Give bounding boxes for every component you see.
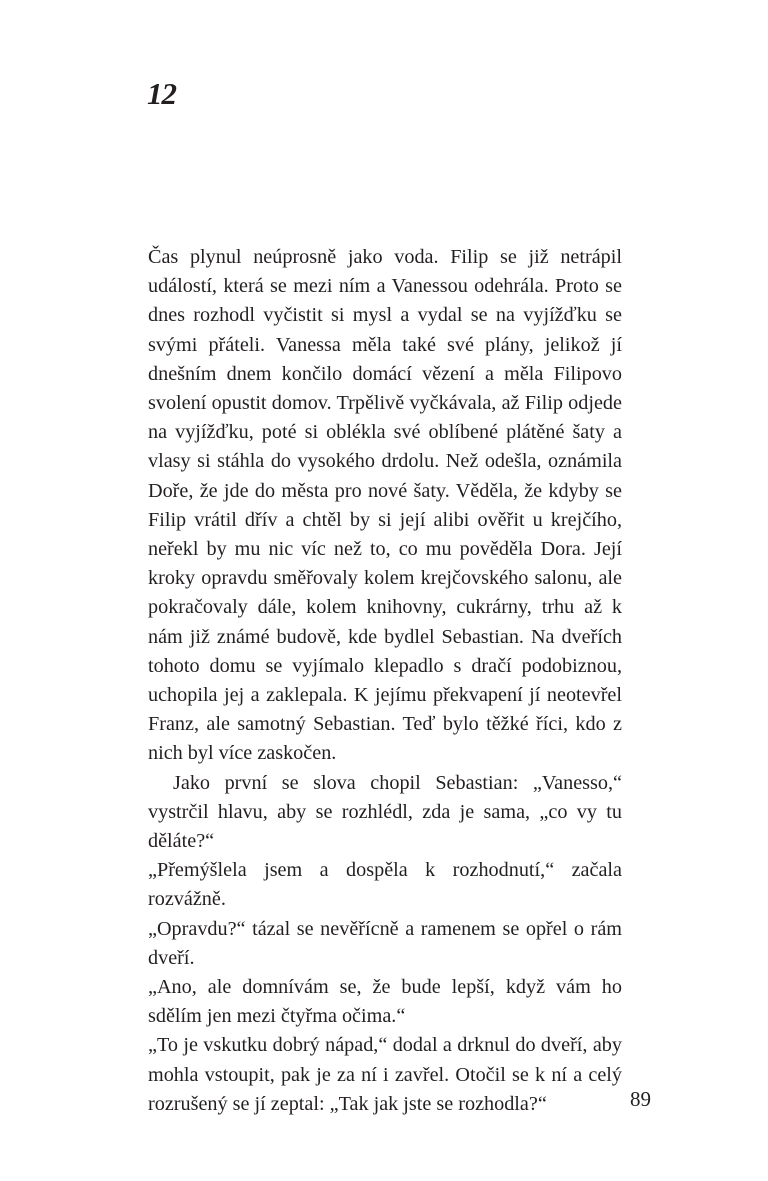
paragraph-3: „Přemýšlela jsem a dospěla k rozhodnutí,“ začala rozvážně. — [148, 859, 622, 911]
paragraph-2: Jako první se slova chopil Sebastian: „Vanesso,“ vystrčil hlavu, aby se rozhlédl, zda je sama, „co vy tu děláte?“ — [148, 771, 622, 853]
paragraph-1: Čas plynul neúprosně jako voda. Filip se již netrápil událostí, která se mezi ním a Vanessou odehrála. Proto se dnes rozhodl vyčistit si mysl a vydal se na vyjížďku se svými přáteli. Vanessa měla také své plány, jelikož jí dnešním dnem končilo domácí vězení a měla Filipovo svolení opustit domov. Trpělivě vyčkávala, až Filip odjede na vyjížďku, poté si oblékla své oblíbené plátěné šaty a vlasy si stáhla do vysokého drdolu. Než odešla, oznámila Doře, že jde do města pro nové šaty. Věděla, že kdyby se Filip vrátil dřív a chtěl by si její alibi ověřit u krejčího, neřekl by mu nic víc než to, co mu pověděla Dora. Její kroky opravdu směřovaly kolem krejčovského salonu, ale pokračovaly dále, kolem knihovny, cukrárny, trhu až k nám již známé budově, kde bydlel Sebastian. Na dveřích tohoto domu se vyjímalo klepadlo s dračí podobiznou, uchopila jej a zaklepala. K jejímu překvapení jí neotevřel Franz, ale samotný Sebastian. Teď bylo těžké říci, kdo z nich byl více zaskočen. — [148, 246, 622, 765]
chapter-number: 12 — [147, 76, 176, 111]
chapter-text — [148, 243, 622, 1119]
paragraph-5: „Ano, ale domnívám se, že bude lepší, když vám ho sdělím jen mezi čtyřma očima.“ — [148, 976, 622, 1028]
paragraph-4: „Opravdu?“ tázal se nevěřícně a ramenem se opřel o rám dveří. — [148, 917, 622, 969]
paragraph-6: „To je vskutku dobrý nápad,“ dodal a drknul do dveří, aby mohla vstoupit, pak je za ní i zavřel. Otočil se k ní a celý rozrušený se jí zeptal: „Tak jak jste se rozhodla?“ — [148, 1034, 622, 1115]
page-number: 89 — [630, 1087, 651, 1111]
